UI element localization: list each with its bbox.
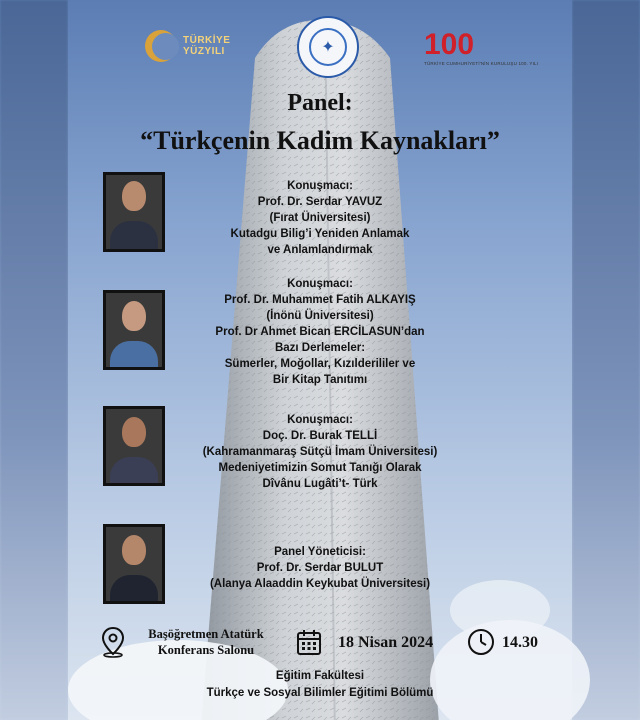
speaker-block xyxy=(160,412,480,492)
venue-line: Başöğretmen Atatürk xyxy=(148,627,264,641)
speaker-affiliation: (Kahramanmaraş Sütçü İmam Üniversitesi) xyxy=(202,446,438,458)
speaker-topic-line: Bir Kitap Tanıtımı xyxy=(272,374,368,386)
speaker-topic-line: Bazı Derlemeler: xyxy=(274,342,366,354)
speaker-affiliation: (Fırat Üniversitesi) xyxy=(269,212,371,224)
faculty-info xyxy=(0,668,640,702)
turkiye-yuzyili-logo xyxy=(145,30,230,62)
speaker-block xyxy=(160,276,480,388)
speaker-role: Konuşmacı: xyxy=(287,278,353,290)
speaker-topic-line: Kutadgu Bilig’i Yeniden Anlamak xyxy=(230,228,410,240)
speaker-name: Prof. Dr. Serdar YAVUZ xyxy=(257,196,383,208)
moderator-role: Panel Yöneticisi: xyxy=(274,546,366,558)
moderator-photo xyxy=(103,524,165,604)
event-time: 14.30 xyxy=(502,634,538,651)
speaker-topic-line: ve Anlamlandırmak xyxy=(267,244,373,256)
event-date: 18 Nisan 2024 xyxy=(338,634,434,651)
speaker-photo xyxy=(103,406,165,486)
department-name: Türkçe ve Sosyal Bilimler Eğitimi Bölümü xyxy=(206,687,434,699)
university-seal-logo xyxy=(297,16,359,78)
moderator-affiliation: (Alanya Alaaddin Keykubat Üniversitesi) xyxy=(209,578,431,590)
seal-emblem-icon: ✦ xyxy=(309,28,347,66)
speaker-role: Konuşmacı: xyxy=(287,414,353,426)
clock-icon xyxy=(467,628,495,656)
logo-text-line: TÜRKİYE xyxy=(183,35,231,46)
speaker-topic-line: Dîvânu Lugâti’t- Türk xyxy=(262,478,378,490)
venue xyxy=(132,626,280,658)
speaker-role: Konuşmacı: xyxy=(287,180,353,192)
speaker-topic-line: Sümerler, Moğollar, Kızılderililer ve xyxy=(224,358,416,370)
speaker-photo xyxy=(103,290,165,370)
crescent-icon xyxy=(145,30,177,62)
speaker-topic-line: Medeniyetimizin Somut Tanığı Olarak xyxy=(218,462,422,474)
event-info-row xyxy=(0,626,640,662)
speaker-name: Prof. Dr. Muhammet Fatih ALKAYIŞ xyxy=(224,294,416,306)
venue-line: Konferans Salonu xyxy=(157,643,255,657)
moderator-block xyxy=(160,544,480,592)
faculty-name: Eğitim Fakültesi xyxy=(275,670,365,682)
centennial-caption: TÜRKİYE CUMHURİYETİ'NİN KURULUŞU 100. YILI xyxy=(424,61,539,66)
panel-label: Panel: xyxy=(287,90,353,116)
speaker-photo xyxy=(103,172,165,252)
logo-text-line: YÜZYILI xyxy=(183,46,225,57)
moderator-name: Prof. Dr. Serdar BULUT xyxy=(256,562,384,574)
calendar-icon xyxy=(296,628,322,656)
centennial-number: 100 xyxy=(424,28,475,61)
speaker-block xyxy=(160,178,480,258)
location-pin-icon xyxy=(100,626,126,658)
centennial-logo xyxy=(424,30,538,66)
speaker-name: Doç. Dr. Burak TELLİ xyxy=(262,430,378,442)
panel-title: “Türkçenin Kadim Kaynakları” xyxy=(140,126,500,155)
speaker-affiliation: (İnönü Üniversitesi) xyxy=(266,310,374,322)
speaker-topic-line: Prof. Dr Ahmet Bican ERCİLASUN’dan xyxy=(215,326,425,338)
